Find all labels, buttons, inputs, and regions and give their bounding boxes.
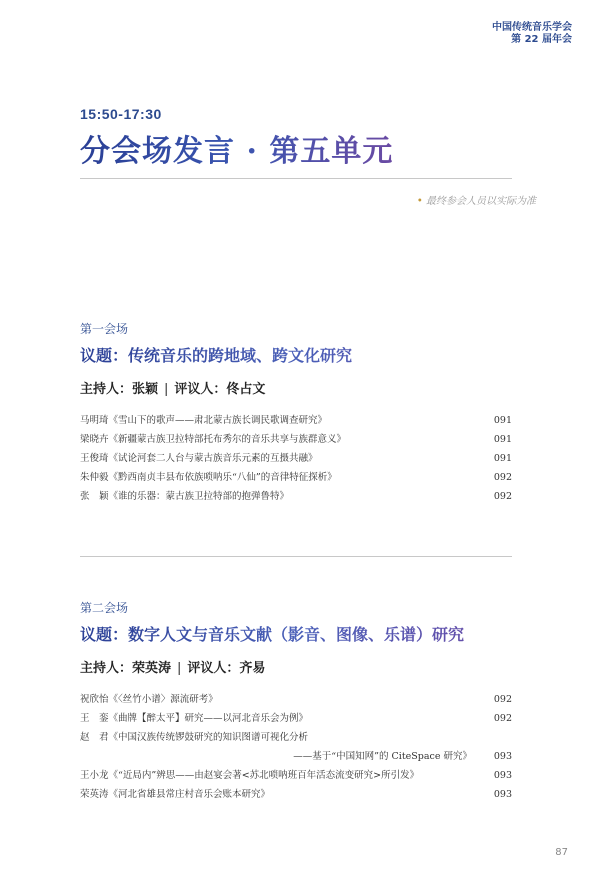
- talk-page: 091: [493, 453, 512, 464]
- session-hosts: [80, 378, 520, 397]
- talk-item: [80, 430, 520, 449]
- talk-title: 朱仲毅《黔西南贞丰县布依族唢呐乐“八仙”的音律特征探析》: [80, 472, 337, 483]
- talk-page: 093: [493, 770, 512, 781]
- talk-title: 王俊琦《试论河套二人台与蒙古族音乐元素的互摄共融》: [80, 453, 318, 464]
- talk-page: 091: [493, 415, 512, 426]
- conference-edition: 第 22 届年会: [511, 34, 572, 45]
- talk-item: [80, 690, 520, 709]
- talk-title: 荣英涛《河北省雄县常庄村音乐会账本研究》: [80, 789, 271, 800]
- separator: |: [164, 382, 169, 397]
- attendance-note: • 最终参会人员以实际为准: [416, 196, 536, 207]
- talk-list: [80, 411, 520, 506]
- talk-item: [80, 411, 520, 430]
- talk-page: 092: [493, 472, 512, 483]
- session-label: 第二会场: [80, 601, 129, 615]
- page-number: 87: [555, 847, 568, 858]
- talk-page: 092: [493, 713, 512, 724]
- talk-page: 093: [493, 789, 512, 800]
- talk-item: [80, 709, 520, 728]
- talk-item: [80, 487, 520, 506]
- session-hosts: [80, 657, 520, 676]
- talk-subtitle: ——基于“中国知网”的 CiteSpace 研究》: [293, 751, 472, 762]
- reviewer: 评议人：齐易: [187, 661, 266, 676]
- talk-item: [80, 785, 520, 804]
- talk-title: 马明琦《雪山下的歌声——肃北蒙古族长调民歌调查研究》: [80, 415, 328, 426]
- page-title: 分会场发言 · 第五单元: [80, 126, 393, 170]
- session-topic: 议题：传统音乐的跨地域、跨文化研究: [80, 343, 520, 366]
- talk-title: 张 颖《谁的乐器：蒙古族卫拉特部的抱弹鲁特》: [80, 491, 290, 502]
- talk-title: 祝欣怡《〈丝竹小谱〉源流研考》: [80, 694, 218, 705]
- host: 主持人：张颖: [80, 382, 159, 397]
- session-2: [80, 599, 520, 804]
- talk-item: [80, 766, 520, 785]
- title-divider: [80, 178, 512, 179]
- reviewer: 评议人：佟占文: [174, 382, 266, 397]
- session-topic: 议题：数字人文与音乐文献（影音、图像、乐谱）研究: [80, 622, 520, 645]
- talk-page: 092: [493, 491, 512, 502]
- talk-title: 王小龙《“近局内”辨思——由赵宴会著<苏北唢呐班百年活态流变研究>所引发》: [80, 770, 420, 781]
- talk-page: 093: [493, 751, 512, 762]
- attendance-note-text: 最终参会人员以实际为准: [426, 196, 536, 207]
- session-time: 15:50-17:30: [80, 106, 162, 122]
- talk-title: 王 銮《曲牌【醉太平】研究——以河北音乐会为例》: [80, 713, 309, 724]
- session-label: 第一会场: [80, 322, 129, 336]
- talk-title: 赵 君《中国汉族传统锣鼓研究的知识图谱可视化分析: [80, 732, 309, 743]
- separator: |: [177, 661, 182, 676]
- talk-item: [80, 728, 520, 766]
- talk-list: [80, 690, 520, 804]
- talk-page: 092: [493, 694, 512, 705]
- host: 主持人：荣英涛: [80, 661, 172, 676]
- talk-title: 梁晓卉《新疆蒙古族卫拉特部托布秀尔的音乐共享与族群意义》: [80, 434, 347, 445]
- conference-header: [492, 22, 572, 46]
- session-1: [80, 320, 520, 506]
- conference-name: 中国传统音乐学会: [492, 22, 572, 33]
- talk-page: 091: [493, 434, 512, 445]
- session-divider: [80, 556, 512, 557]
- talk-item: [80, 449, 520, 468]
- talk-item: [80, 468, 520, 487]
